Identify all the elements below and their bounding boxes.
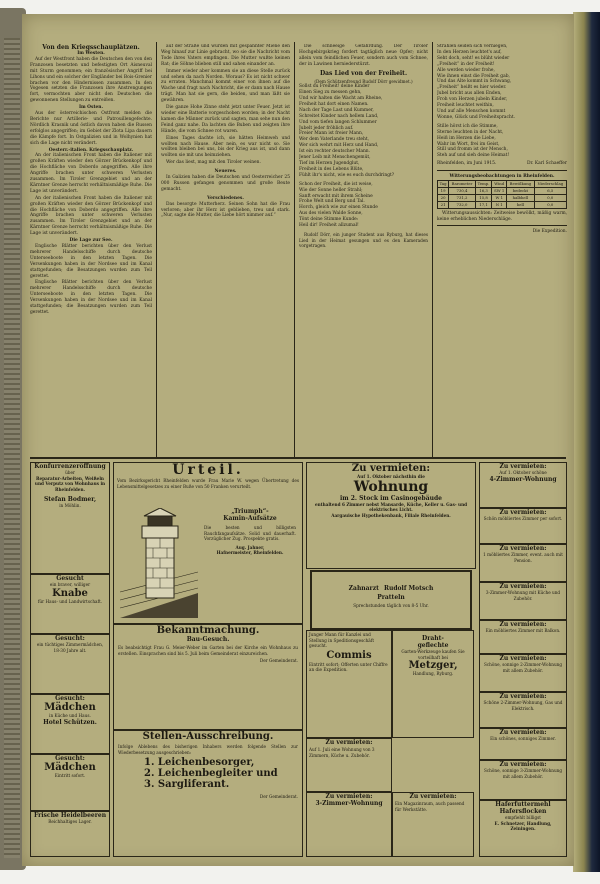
- ad4-big: Mädchen: [44, 702, 96, 713]
- ad5-title: Gesucht:: [55, 755, 85, 762]
- poem2-line: Wahr im Wort, frei im Geist,: [437, 141, 500, 147]
- weather-cell: 0,0: [534, 194, 566, 201]
- r4-text: 3-Zimmer-Wohnung mit Küche und Zubehör.: [485, 590, 561, 601]
- zahn-text: Sprechstunden täglich von 8-5 Uhr.: [353, 603, 429, 608]
- feuilleton-text-3: Die ganze Hohe Zinne steht jetzt unter Feuer. Jetzt ist wieder eine Batterie vorgeschoben worden; in der Nacht kamen die Männer zurück und sagten, man sehe nun den Feind ganz nahe. Da lachten die Buben und zeigten ihre Hände, die vom Schnee rot waren.: [161, 105, 290, 134]
- draht-title2: geflechte: [417, 642, 449, 649]
- hafer-title: Haferfuttermehl: [495, 801, 551, 808]
- kamin-text: Die besten und billigsten Rauchfangaufsätze. Solid und dauerhaft. Vorzüglicher Zug. Prospekte gratis.: [204, 525, 296, 542]
- feuilleton-text-4: Eines Tages dachte ich, sie hätten Heimweh und wollten nach Hause. Aber nein, es war nicht so. Sie wollten bleiben bei uns, bis der Krieg aus ist, und dann wollten sie mit uns heimziehen.: [161, 135, 290, 159]
- commis-intro: Junger Mann für Kanzlei und Stellung in Speditionsgeschäft gesucht.: [309, 632, 374, 649]
- r6-text: Schöne, sonnige 2-Zimmer-Wohnung mit allem Zubehör.: [483, 662, 563, 673]
- weather-cell: 19: [438, 187, 449, 194]
- chimney-illustration: [120, 508, 198, 618]
- weather-cell: 15,8: [475, 194, 492, 201]
- poem-line: Freier Mann ist freier Mann,: [299, 131, 364, 137]
- poem-stanzas: [299, 84, 428, 179]
- misc-title: Verschiedenes.: [207, 195, 244, 201]
- poem-line: Fühlt ihr's nicht, wie es euch durchdringt?: [299, 172, 395, 178]
- bau-sig: Der Gemeinderat.: [259, 658, 298, 664]
- r2-text: Schön möbliertes Zimmer per sofort.: [483, 516, 563, 521]
- weather-row: [438, 201, 567, 208]
- v4-text: Ein Magazinraum, auch passend für Werkstätte.: [395, 801, 465, 812]
- hafer-shop: E. Schnetzer, Handlung,: [494, 820, 552, 826]
- poem2-line: Freiheit leuchtet weithin,: [437, 103, 494, 109]
- weather-col-header: Barometer: [449, 181, 476, 188]
- hafer-place: Zeiningen.: [510, 826, 536, 832]
- r7-text: Schöne 2-Zimmer-Wohnung, Gas und Elektrisch.: [483, 700, 563, 711]
- poem-line: Und vom tiefen langen Schlummer: [299, 119, 377, 125]
- ad-r2: [479, 508, 567, 544]
- hafer-title2: Hafersflocken: [499, 808, 547, 815]
- r6-title: Zu vermieten:: [499, 655, 547, 662]
- poem-line: Jubelt jeder fröhlich auf.: [299, 125, 354, 131]
- sea-text-cont: Englische Blätter berichten über den Verlust mehrerer Handelsschiffe durch deutsche Unterseeboote in den letzten Tagen. Die Versenkungen haben in der Nordsee und im Kanal stattgefunden; die Besatzungen wurden zum Teil gerettet.: [30, 280, 152, 315]
- r8-text: Ein schönes, sonniges Zimmer.: [490, 736, 556, 741]
- italy-text: An der italienischen Front haben die Italiener mit großen Kräften wieder den Görzer Brückenkopf und die Hochfläche von Doberdo angegriffen. Alle ihre Angriffe brachen unter schweren Verlusten zusammen. Im Tiroler Grenzgebiet und an der Kärntner Grenze herrscht verhältnismäßige Ruhe. Die Lage ist unverändert.: [30, 153, 152, 194]
- poem-place-date: Rheinfelden, im Juni 1915.: [437, 161, 497, 167]
- v3-text: 3-Zimmer-Wohnung: [315, 800, 383, 807]
- v4-title: Zu vermieten:: [409, 793, 457, 800]
- poem-footnote: Rudolf Dörr, ein junger Student aus Ryburg, hat dieses Lied in der Heimat gesungen und es den Kameraden vorgetragen.: [299, 231, 428, 249]
- poem2-line: Und auf alle Menschen kommt: [437, 108, 506, 114]
- poem2-line: „Freiheit“ in der Freiheit!: [437, 61, 495, 67]
- weather-col-header: Bewölkung: [507, 181, 535, 188]
- zahn-name: Rudolf Motsch: [384, 585, 434, 592]
- column-war-news: [30, 44, 152, 454]
- zahn-title: Zahnarzt: [348, 585, 379, 592]
- column-poem: [299, 44, 428, 454]
- poem2-line: Seht doch, seht! es blüht wieder: [437, 55, 510, 61]
- poem-line: Horch, gleich wie zur einen Stunde: [299, 205, 378, 211]
- west-title: Im Westen.: [77, 51, 105, 56]
- ad-stellen: [113, 730, 303, 857]
- ad-maedchen-2: [30, 754, 110, 811]
- poem-line: Einen Sieg zu messen gehn,: [299, 90, 362, 96]
- poem-line: Jener Leib mit Menschengemüt,: [299, 155, 371, 161]
- ad-r6: [479, 654, 567, 692]
- v1-sub: Auf 1. Oktober nächsthin die: [357, 474, 425, 479]
- ad-zahnarzt: [310, 570, 472, 630]
- poem2-line: In den Herzen leuchtet's auf,: [437, 49, 502, 55]
- italy-title: Oesterr.-italien. Kriegsschauplatz.: [48, 147, 134, 153]
- v2-text: Auf 1. Juli eine Wohnung von 3 Zimmern, Küche u. Zubehör.: [309, 747, 375, 758]
- news-title: Neueres.: [214, 169, 237, 175]
- poem2-line: Alle werden wieder frohe,: [437, 67, 495, 73]
- ad-vermieten-b: [306, 792, 392, 857]
- commis-title: Commis: [326, 649, 372, 661]
- poem-intro: Die schneeige Gefährdung. Der Tiroler Hochgebirgskrieg fordert tagtäglich neue Opfer; nicht allein vom feindlichen Feuer, sondern auch vom Schnee, der in Lawinen herniederstürzt.: [299, 44, 428, 67]
- weather-title: Witterungsbeobachtungen in Rheinfelden.: [449, 174, 555, 180]
- ad-r5: [479, 620, 567, 654]
- poem-line: Und wir halten die Wacht am Rheine,: [299, 96, 383, 102]
- poem-line: Schreitet Kinder nach hellem Land,: [299, 113, 379, 119]
- v2-title: Zu vermieten:: [325, 739, 373, 746]
- weather-cell: 732,0: [449, 201, 476, 208]
- v1-bank: Aargauische Hypothekenbank, Filiale Rheinfelden.: [331, 512, 451, 518]
- r4-title: Zu vermieten:: [499, 583, 547, 590]
- poem-stanzas-2: [299, 182, 428, 229]
- poem-line: Wie der Sonne heller Strahl;: [299, 187, 363, 193]
- ad-haferfutter: [479, 800, 567, 857]
- weather-col-header: Niederschlag: [534, 181, 566, 188]
- urteil-title: Urteil.: [172, 462, 244, 478]
- r8-title: Zu vermieten:: [499, 729, 547, 736]
- poem-line: Schon der Freiheit, die ist weise,: [299, 181, 373, 187]
- kamin-title2: Kamin-Aufsätze: [223, 515, 277, 522]
- ad-knabe: [30, 574, 110, 634]
- ad-drahtgeflechte: [392, 630, 474, 738]
- bau-text: Es beabsichtigt Frau G. Meier-Weber im Garten bei der Kirche ein Wohnhaus zu erstellen. Einsprachen sind bis 5. Juli beim Gemeinderat einzureichen.: [118, 645, 298, 656]
- ad2-small: für Haus- und Landwirtschaft.: [37, 598, 103, 604]
- r9-text: Schöne, sonnige 3-Zimmer-Wohnung mit allem Zubehör.: [483, 768, 563, 779]
- ad1-company: Stefan Bodmer,: [43, 496, 97, 504]
- ad1-line: über: [65, 470, 75, 475]
- poem2-line: Froh von Herzen jubeln Kinder,: [437, 97, 508, 103]
- weather-cell: hell: [507, 201, 535, 208]
- poem2-line: Strahlen seiden sich verniegen,: [437, 44, 508, 49]
- r7-title: Zu vermieten:: [499, 693, 547, 700]
- poem-line: Sollst du Freiheit! deine Kinder: [299, 84, 370, 90]
- ad6-title: Frische Heidelbeeren: [33, 812, 107, 819]
- ad-r9: [479, 760, 567, 800]
- ad-r4: [479, 582, 567, 620]
- poem-line: Tönt deine Stimme Kunde:: [299, 217, 359, 223]
- urteil-text: Vom Bezirksgericht Rheinfelden wurde Frau Marie W. wegen Übertretung des Lebensmittelgesetzes zu einer Buße von 50 Franken verurteilt.: [117, 478, 299, 489]
- weather-table: [437, 180, 567, 209]
- italy-text-cont: An der italienischen Front haben die Italiener mit großen Kräften wieder den Görzer Brückenkopf und die Hochfläche von Doberdo angegriffen. Alle ihre Angriffe brachen unter schweren Verlusten zusammen. Im Tiroler Grenzgebiet und an der Kärntner Grenze herrscht verhältnismäßige Ruhe. Die Lage ist unverändert.: [30, 195, 152, 237]
- r9-title: Zu vermieten:: [499, 761, 547, 768]
- ad3-title: Gesucht:: [55, 635, 85, 642]
- r2-title: Zu vermieten:: [499, 509, 547, 516]
- weather-col-header: Wind: [492, 181, 507, 188]
- poem2-line: Steh auf und sieh deine Heimat!: [437, 153, 510, 159]
- ad-konkurrenz: [30, 462, 110, 574]
- ost-title: Im Osten.: [78, 105, 104, 111]
- poem-author: (Dem Schützenfreund Rudolf Dörr gewidmet.): [314, 78, 413, 84]
- stellen-item: 2. Leichenbegleiter und: [144, 768, 278, 780]
- bekannt-title: Bekanntmachung.: [156, 625, 260, 636]
- poem2-line: Und das Alte kommt in Schwang,: [437, 79, 512, 85]
- poem-author-sign: Dr. Karl Schaeffer: [526, 161, 567, 167]
- r5-title: Zu vermieten:: [499, 621, 547, 628]
- bau-title: Bau-Gesuch.: [186, 636, 230, 643]
- r5-text: Ein möbliertes Zimmer mit Balkon.: [485, 628, 561, 633]
- r1-title: Zu vermieten:: [499, 463, 547, 470]
- ad-heidelbeeren: [30, 811, 110, 857]
- v1-text: im 2. Stock im Casinogebäude: [340, 494, 442, 502]
- poem2-line: Stille hörst ich die Stimme,: [437, 123, 498, 129]
- weather-cell: 6,5: [534, 187, 566, 194]
- kamin-maker: Aug. Jahner,: [235, 544, 265, 550]
- weather-col-header: Tag: [438, 181, 449, 188]
- feuilleton-text-5: Wer das liest, mag mit den Tiroler weinen.: [166, 160, 261, 166]
- stellen-sig: Der Gemeinderat.: [259, 794, 298, 800]
- west-text: Auf der Westfront haben die Deutschen den von den Franzosen besetzten und befestigten Ort Aisneuval mit Sturm genommen; ein französischer Angriff bei Lihons und ein solcher der Engländer bei Bois-Grenier brachen vor den Hindernissen zusammen. In den Vogesen setzten die Franzosen ihre Anstrengungen fort, vermochten aber nicht den Deutschen die gewonnenen Stellungen zu entreißen.: [30, 56, 152, 104]
- hafer-text: empfiehlt billigst: [504, 815, 541, 820]
- ad2-title: Gesucht: [56, 575, 84, 582]
- weather-cell: 20: [438, 194, 449, 201]
- poem-line: Frohe Welt und Berg und Tal.: [299, 199, 365, 205]
- poem-line: Ist ein rechter deutscher Mann.: [299, 149, 371, 155]
- ad2-text: ein braver, williger: [49, 582, 91, 587]
- ad5-text: Eintritt sofort.: [54, 773, 86, 778]
- poem-continued: [437, 44, 567, 121]
- feuilleton-text-2: Immer wieder aber kommen sie an diese Stelle zurück und sehen da nach Norden. Woraus? Es ist nicht schwer zu erraten. Manchmal kommt einer von ihnen auf die Wache und fragt nach Nachricht, die er dann nach Hause trägt. Man hat sie gern, die beiden, und man läßt sie gewähren.: [161, 68, 290, 104]
- ad1-text: Reparatur-Arbeiten, Weißeln und Verputz von Wohnhaus in Rheinfelden.: [34, 475, 106, 492]
- ads-middle-column: [113, 462, 303, 857]
- weather-cell: 0,0: [534, 201, 566, 208]
- poem2-line: Heiß im Herzen die Liebe,: [437, 135, 496, 141]
- poem2-line: Still und fromm ist der Mensch,: [437, 147, 508, 153]
- weather-cell: 730,4: [449, 187, 476, 194]
- v1-big: Wohnung: [353, 478, 429, 495]
- ad1-place: in Möhlin.: [59, 503, 81, 509]
- ad-vermieten-c: [392, 792, 474, 857]
- v3-title: Zu vermieten:: [325, 793, 373, 800]
- poem-line: Tief im Herzen Jugendglut,: [299, 161, 360, 166]
- ad4-text: in Küche und Haus.: [49, 713, 91, 718]
- weather-row: [438, 194, 567, 201]
- ad-r8: [479, 728, 567, 760]
- ads-center-column: [306, 462, 476, 857]
- ad5-big: Mädchen: [44, 762, 96, 773]
- poem-line: Freiheit in des Lebens Blüte,: [299, 166, 364, 172]
- ad4-hotel: Hotel Schützen.: [43, 718, 97, 726]
- weather-cell: 731,2: [449, 194, 476, 201]
- poem-title: Das Lied von der Freiheit.: [319, 69, 408, 77]
- poem-line: Wer dem Vaterlande treu steht,: [299, 137, 370, 143]
- weather-cell: N 1: [492, 201, 507, 208]
- ad4-title: Gesucht:: [55, 695, 85, 702]
- kamin-ad: [202, 508, 298, 556]
- stellen-item: 1. Leichenbesorger,: [144, 757, 255, 769]
- weather-cell: 17,1: [475, 201, 492, 208]
- weather-row: [438, 187, 567, 194]
- poem-line: Wer sich wehrt mit Herz und Hand,: [299, 143, 379, 149]
- poem2-line: Wonne, Glück und Freiheitspracht.: [437, 114, 515, 120]
- ads-left-column: [30, 462, 110, 857]
- ad-vermieten-a: [306, 738, 392, 792]
- ad-zimmermaedchen: [30, 634, 110, 694]
- ost-text: Aus der österreichischen Ostfront melden die Berichte nur Artillerie- und Patrouillengefechte. Nördlich Krasnik und östlich davon haben die Russen erfolglos angegriffen; im Gebiet der Zlota Lipa dauern die Kämpfe fort. In Ostgalizien und in Wolhynien hat sich die Lage nicht verändert.: [30, 111, 152, 146]
- ad-r1: [479, 462, 567, 508]
- metzger-big: Metzger,: [408, 660, 458, 672]
- metzger-text: Handlung, Ryburg.: [412, 671, 454, 677]
- stellen-text: Infolge Ablebens des bisherigen Inhabers werden folgende Stellen zur Wiederbesetzung ausgeschrieben:: [118, 744, 298, 755]
- weather-col-header: Temp.: [475, 181, 492, 188]
- column-feuilleton: [161, 44, 290, 454]
- poem-line: Aus des vielen Walde Sonne,: [299, 211, 363, 217]
- weather-note: Witterungsaussichten: Zeitweise bewölkt, mäßig warm, keine erheblichen Niederschläge.: [437, 210, 567, 222]
- kamin-maker2: Hafnermeister, Rheinfelden.: [216, 550, 284, 556]
- ad-maedchen-1: [30, 694, 110, 754]
- poem-line: Freiheit hat dort einen Namen.: [299, 101, 369, 107]
- poem2-line: Sterne leuchten in der Nacht,: [437, 129, 504, 135]
- column-poem-continued: [437, 44, 567, 454]
- ad-urteil: [113, 462, 303, 624]
- ad-wohnung-casino: [306, 462, 476, 569]
- kamin-title: „Triumph“-: [231, 508, 269, 515]
- r3-title: Zu vermieten:: [499, 545, 547, 552]
- war-news-heading: Von den Kriegsschauplätzen.: [42, 44, 140, 51]
- poem-line: Sanft erwacht mit ihrem Scheine: [299, 193, 373, 199]
- ads-right-column: [479, 462, 567, 857]
- stellen-item: 3. Sargliferant.: [144, 779, 230, 791]
- zahn-place: Pratteln: [377, 594, 405, 601]
- sea-text: Englische Blätter berichten über den Verlust mehrerer Handelsschiffe durch deutsche Unterseeboote in den letzten Tagen. Die Versenkungen haben in der Nordsee und im Kanal stattgefunden; die Besatzungen wurden zum Teil gerettet.: [30, 244, 152, 279]
- feuilleton-text-1: auf der Straße und wurden mit gespannter Miene den Weg hinauf zur Linie gebracht, wo sie die Nachricht vom Tode ihres Vaters empfingen. Die Mutter wußte keinen Rat; die Söhne blieben still und sahen einander an.: [161, 44, 290, 67]
- r1-big: 4-Zimmer-Wohnung: [489, 475, 557, 483]
- ad-r7: [479, 692, 567, 728]
- weather-cell: W 1: [492, 194, 507, 201]
- ad-r3: [479, 544, 567, 582]
- poem-line: Nach der Tage Last und Kummer,: [299, 107, 374, 113]
- r1-text: Auf 1. Oktober schöne: [499, 470, 547, 475]
- draht-text: Garten-Werkzeuge kaufen Sie vorteilhaft bei: [401, 649, 465, 660]
- poem-line: Heil dir! Freiheit allzumal!: [299, 223, 359, 229]
- news-text: In Galizien haben die Deutschen und Oesterreicher 25 000 Russen gefangen genommen und große Beute gemacht.: [161, 175, 290, 192]
- stellen-list: [114, 757, 302, 790]
- ad-bekanntmachung: [113, 624, 303, 730]
- stellen-title: Stellen-Ausschreibung.: [142, 731, 274, 742]
- poem2-line: Jubel bricht aus allen Enden,: [437, 91, 502, 97]
- ad1-title: Konfurrenzeröffnung: [34, 463, 106, 470]
- ad6-text: Reichhaltiges Lager.: [48, 819, 92, 824]
- weather-cell: 16,3: [475, 187, 492, 194]
- commis-text: Eintritt sofort; Offerten unter Chiffre an die Expedition.: [309, 661, 388, 673]
- expedition-sign: Die Expedition.: [532, 229, 567, 235]
- ad3-text: ein tüchtiges Zimmermädchen, 18-30 Jahre alt.: [36, 642, 104, 653]
- weather-cell: bedeckt: [507, 187, 535, 194]
- weather-cell: SW 1: [492, 187, 507, 194]
- sea-title: Die Lage zur See.: [69, 238, 113, 244]
- r3-text: 1 möbliertes Zimmer, event. auch mit Pension.: [483, 552, 563, 563]
- ad-commis: [306, 630, 392, 738]
- poem2-line: „Freiheit“ heißt es hier wieder.: [437, 85, 507, 91]
- newspaper-page: [22, 14, 574, 866]
- v1-detail: enthaltend 6 Zimmer nebst Mansarde, Küche, Keller u. Gas- und elektrisches Licht.: [314, 501, 468, 513]
- draht-title: Draht-: [422, 635, 444, 642]
- ad2-big: Knabe: [52, 587, 88, 599]
- weather-cell: 21: [438, 201, 449, 208]
- book-spine: [573, 12, 600, 872]
- poem-continued-2: [437, 124, 567, 159]
- misc-text: Das besorgte Mutterherz. Seinen Sohn hat die Frau verloren; aber ihr Herz ist geblieben, treu und stark. „Nur, sagte die Mutter, die Liebe hört nimmer auf.“: [161, 201, 290, 219]
- poem2-line: Wie ihnen einst die Freiheit gab,: [437, 73, 510, 79]
- weather-cell: halbhell: [507, 194, 535, 201]
- v1-title: Zu vermieten:: [351, 463, 431, 474]
